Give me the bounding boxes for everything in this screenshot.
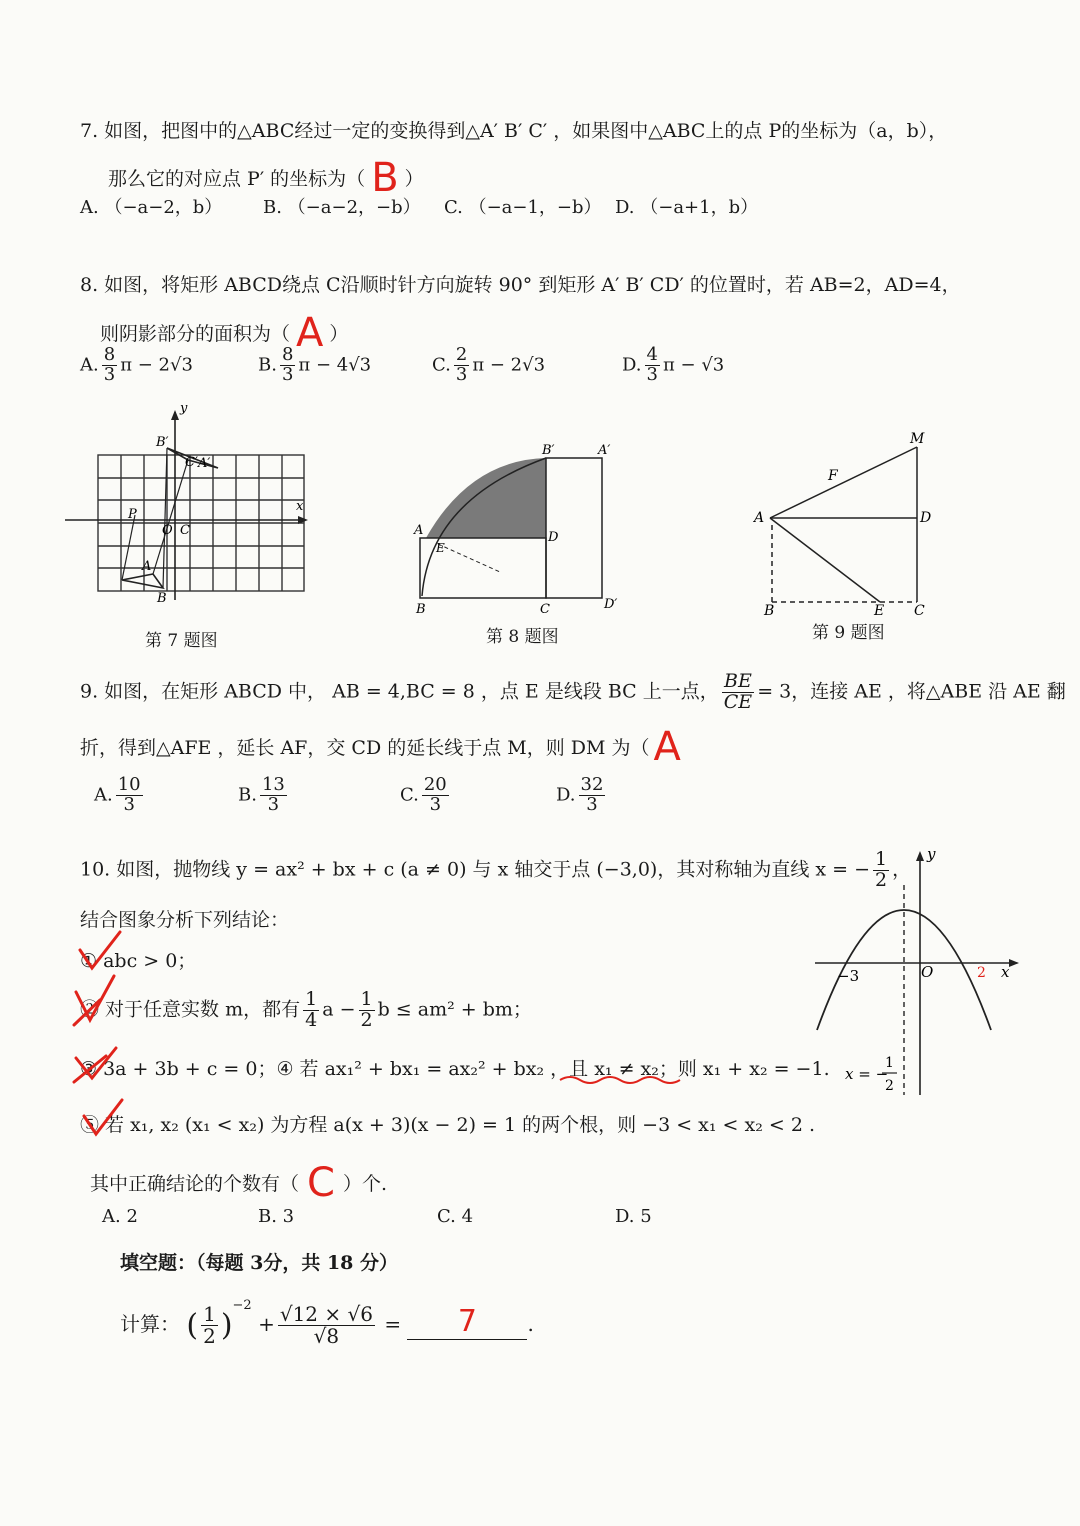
q10-option-c: C. 4 — [437, 1206, 474, 1227]
fig8-label-c: C — [540, 602, 550, 617]
q7-stem: 那么它的对应点 P′ 的坐标为（ — [108, 168, 366, 190]
q10-option-b: B. 3 — [258, 1206, 295, 1227]
q7-option-b: B. （−a−2，−b） — [263, 197, 421, 218]
fig8-label-a: A — [414, 523, 424, 538]
q10-conclusion-2: ② 对于任意实数 m，都有 $\frac{1}{4}$ a − $\frac{1}{2}$ b ≤ am² + bm； — [80, 988, 532, 1031]
fig9-label-a: A — [754, 510, 765, 526]
q10-conclusion-5: ⑤ 若 x₁, x₂ (x₁ < x₂) 为方程 a(x + 3)(x − 2) = 1 的两个根，则 −3 < x₁ < x₂ < 2 . — [80, 1114, 816, 1136]
fig7-line-p — [122, 515, 135, 580]
fig8-rect-rotated — [546, 458, 602, 598]
q9-option-b: B. $\frac{13}{3}$ — [238, 774, 285, 815]
cross-mark-2-icon — [74, 1000, 100, 1025]
graph-axis-den: 2 — [885, 1078, 894, 1094]
q7-option-a: A. （−a−2，b） — [80, 197, 223, 218]
graph-label-y: y — [927, 845, 936, 863]
fig9-label-d: D — [920, 510, 932, 526]
fig9-label-f: F — [828, 468, 838, 484]
fig8-label-dp: D′ — [604, 597, 618, 612]
calc-handwritten-answer: 7 — [457, 1304, 477, 1339]
q10-option-d: D. 5 — [615, 1206, 652, 1227]
calc-expression: 计算： ( $\frac{1}{2}$ )$^{-2}$ + $\frac{√12 \times √6}{√8}$ = 7 . — [120, 1298, 534, 1348]
fig7-label-bp: B′ — [156, 435, 169, 450]
q8-stem: 则阴影部分的面积为（ — [100, 323, 291, 345]
fig7-caption: 第 7 题图 — [145, 631, 218, 651]
figure-7 — [60, 400, 320, 630]
fig9-label-c: C — [914, 603, 925, 619]
fig8-label-bp: B′ — [542, 443, 555, 458]
fig7-label-c: C — [180, 523, 190, 538]
q9-handwritten-answer: A — [653, 724, 681, 770]
fig9-label-e: E — [874, 603, 885, 619]
q9-line1: 9. 如图，在矩形 ABCD 中， AB = 4,BC = 8 ，点 E 是线段 BC 上一点， $\frac{BE}{CE}$ = 3，连接 AE ，将△ABE 沿 AE 翻 — [80, 670, 1066, 713]
check-mark-2-icon — [76, 976, 114, 1020]
q10-conclusion-1: ① abc > 0； — [80, 950, 197, 972]
fig9-line-ae — [770, 518, 880, 602]
graph-y-arrow — [916, 851, 924, 861]
figure-8 — [400, 440, 640, 620]
graph-axis-num: 1 — [885, 1055, 894, 1071]
fig7-label-a: A — [142, 559, 152, 574]
fig8-label-b: B — [416, 602, 426, 617]
check-mark-1-icon — [80, 932, 120, 968]
graph-x-arrow — [1009, 959, 1019, 967]
graph-label-x: x — [1001, 963, 1010, 981]
q7-option-c: C. （−a−1，−b） — [444, 197, 602, 218]
check-mark-5-icon — [84, 1100, 122, 1134]
q7-handwritten-answer: B — [371, 155, 399, 201]
fig9-label-m: M — [910, 431, 925, 447]
q7-close-paren: ） — [404, 168, 424, 190]
graph-axis-eq: x = − — [845, 1065, 889, 1083]
fig8-label-ap: A′ — [598, 443, 611, 458]
fig7-grid — [98, 455, 304, 591]
q7-option-d: D. （−a+1，b） — [615, 197, 759, 218]
fig9-label-b: B — [764, 603, 775, 619]
q8-option-b: B. $\frac{8}{3}$ π − 4√3 — [258, 344, 372, 385]
graph-label-o: O — [921, 963, 934, 981]
q8-option-a: A. $\frac{8}{3}$ π − 2√3 — [80, 344, 193, 385]
q9-option-c: C. $\frac{20}{3}$ — [400, 774, 447, 815]
fig7-label-y: y — [180, 401, 188, 416]
graph-label-neg3: −3 — [837, 967, 860, 985]
q10-handwritten-answer: C — [307, 1160, 335, 1206]
fig9-caption: 第 9 题图 — [812, 623, 885, 643]
underline-wave — [558, 1074, 688, 1086]
fig7-label-p: P — [128, 507, 137, 522]
fig7-line-cc — [153, 460, 188, 574]
fig8-dotted-line — [438, 544, 500, 572]
figure-9 — [740, 425, 950, 620]
q8-option-d: D. $\frac{4}{3}$ π − √3 — [622, 344, 725, 385]
fig7-label-b: B — [157, 591, 167, 606]
q8-line1: 8. 如图，将矩形 ABCD绕点 C沿顺时针方向旋转 90° 到矩形 A′ B′ CD′ 的位置时，若 AB=2，AD=4， — [80, 274, 961, 296]
q10-count: 其中正确结论的个数有（ C ）个. — [90, 1160, 387, 1206]
fig7-y-arrow — [171, 410, 179, 420]
fig7-label-x: x — [296, 499, 304, 514]
q8-option-c: C. $\frac{2}{3}$ π − 2√3 — [432, 344, 546, 385]
q10-conclusion-3-4: ③ 3a + 3b + c = 0；④ 若 ax₁² + bx₁ = ax₂² + bx₂ ，且 x₁ ≠ x₂；则 x₁ + x₂ = −1. — [80, 1058, 830, 1080]
q10-parabola-graph — [805, 845, 1030, 1105]
fig8-caption: 第 8 题图 — [486, 627, 559, 647]
q9-option-a: A. $\frac{10}{3}$ — [94, 774, 141, 815]
fig9-line-am — [770, 447, 917, 518]
fig7-label-ap: A′ — [198, 456, 211, 471]
q8-close-paren: ） — [329, 323, 349, 345]
fig7-label-o: O — [162, 523, 173, 538]
fig7-label-cp: C′ — [185, 455, 198, 470]
fig8-label-d: D — [548, 530, 559, 545]
fig7-triangle-abc — [122, 574, 163, 588]
fig8-label-e: E — [436, 541, 445, 555]
q9-option-d: D. $\frac{32}{3}$ — [556, 774, 604, 815]
fig8-shaded-region — [426, 458, 546, 538]
q10-line1: 10. 如图，抛物线 y = ax² + bx + c (a ≠ 0) 与 x 轴交于点 (−3,0)，其对称轴为直线 x = − $\frac{1}{2}$ ， — [80, 848, 912, 891]
q9-line2: 折，得到△AFE ，延长 AF，交 CD 的延长线于点 M，则 DM 为（ A — [80, 724, 681, 770]
q10-line2: 结合图象分析下列结论： — [80, 909, 290, 931]
graph-handwritten-two: 2 — [977, 965, 986, 981]
handwritten-marks — [70, 930, 160, 1150]
section-title: 填空题：（每题 3分，共 18 分） — [120, 1252, 399, 1274]
q7-line1: 7. 如图，把图中的△ABC经过一定的变换得到△A′ B′ C′ ，如果图中△ABC上的点 P的坐标为（a，b）， — [80, 120, 948, 142]
calc-label: 计算： — [120, 1312, 180, 1336]
q10-option-a: A. 2 — [102, 1206, 138, 1227]
q8-handwritten-answer: A — [296, 310, 324, 356]
